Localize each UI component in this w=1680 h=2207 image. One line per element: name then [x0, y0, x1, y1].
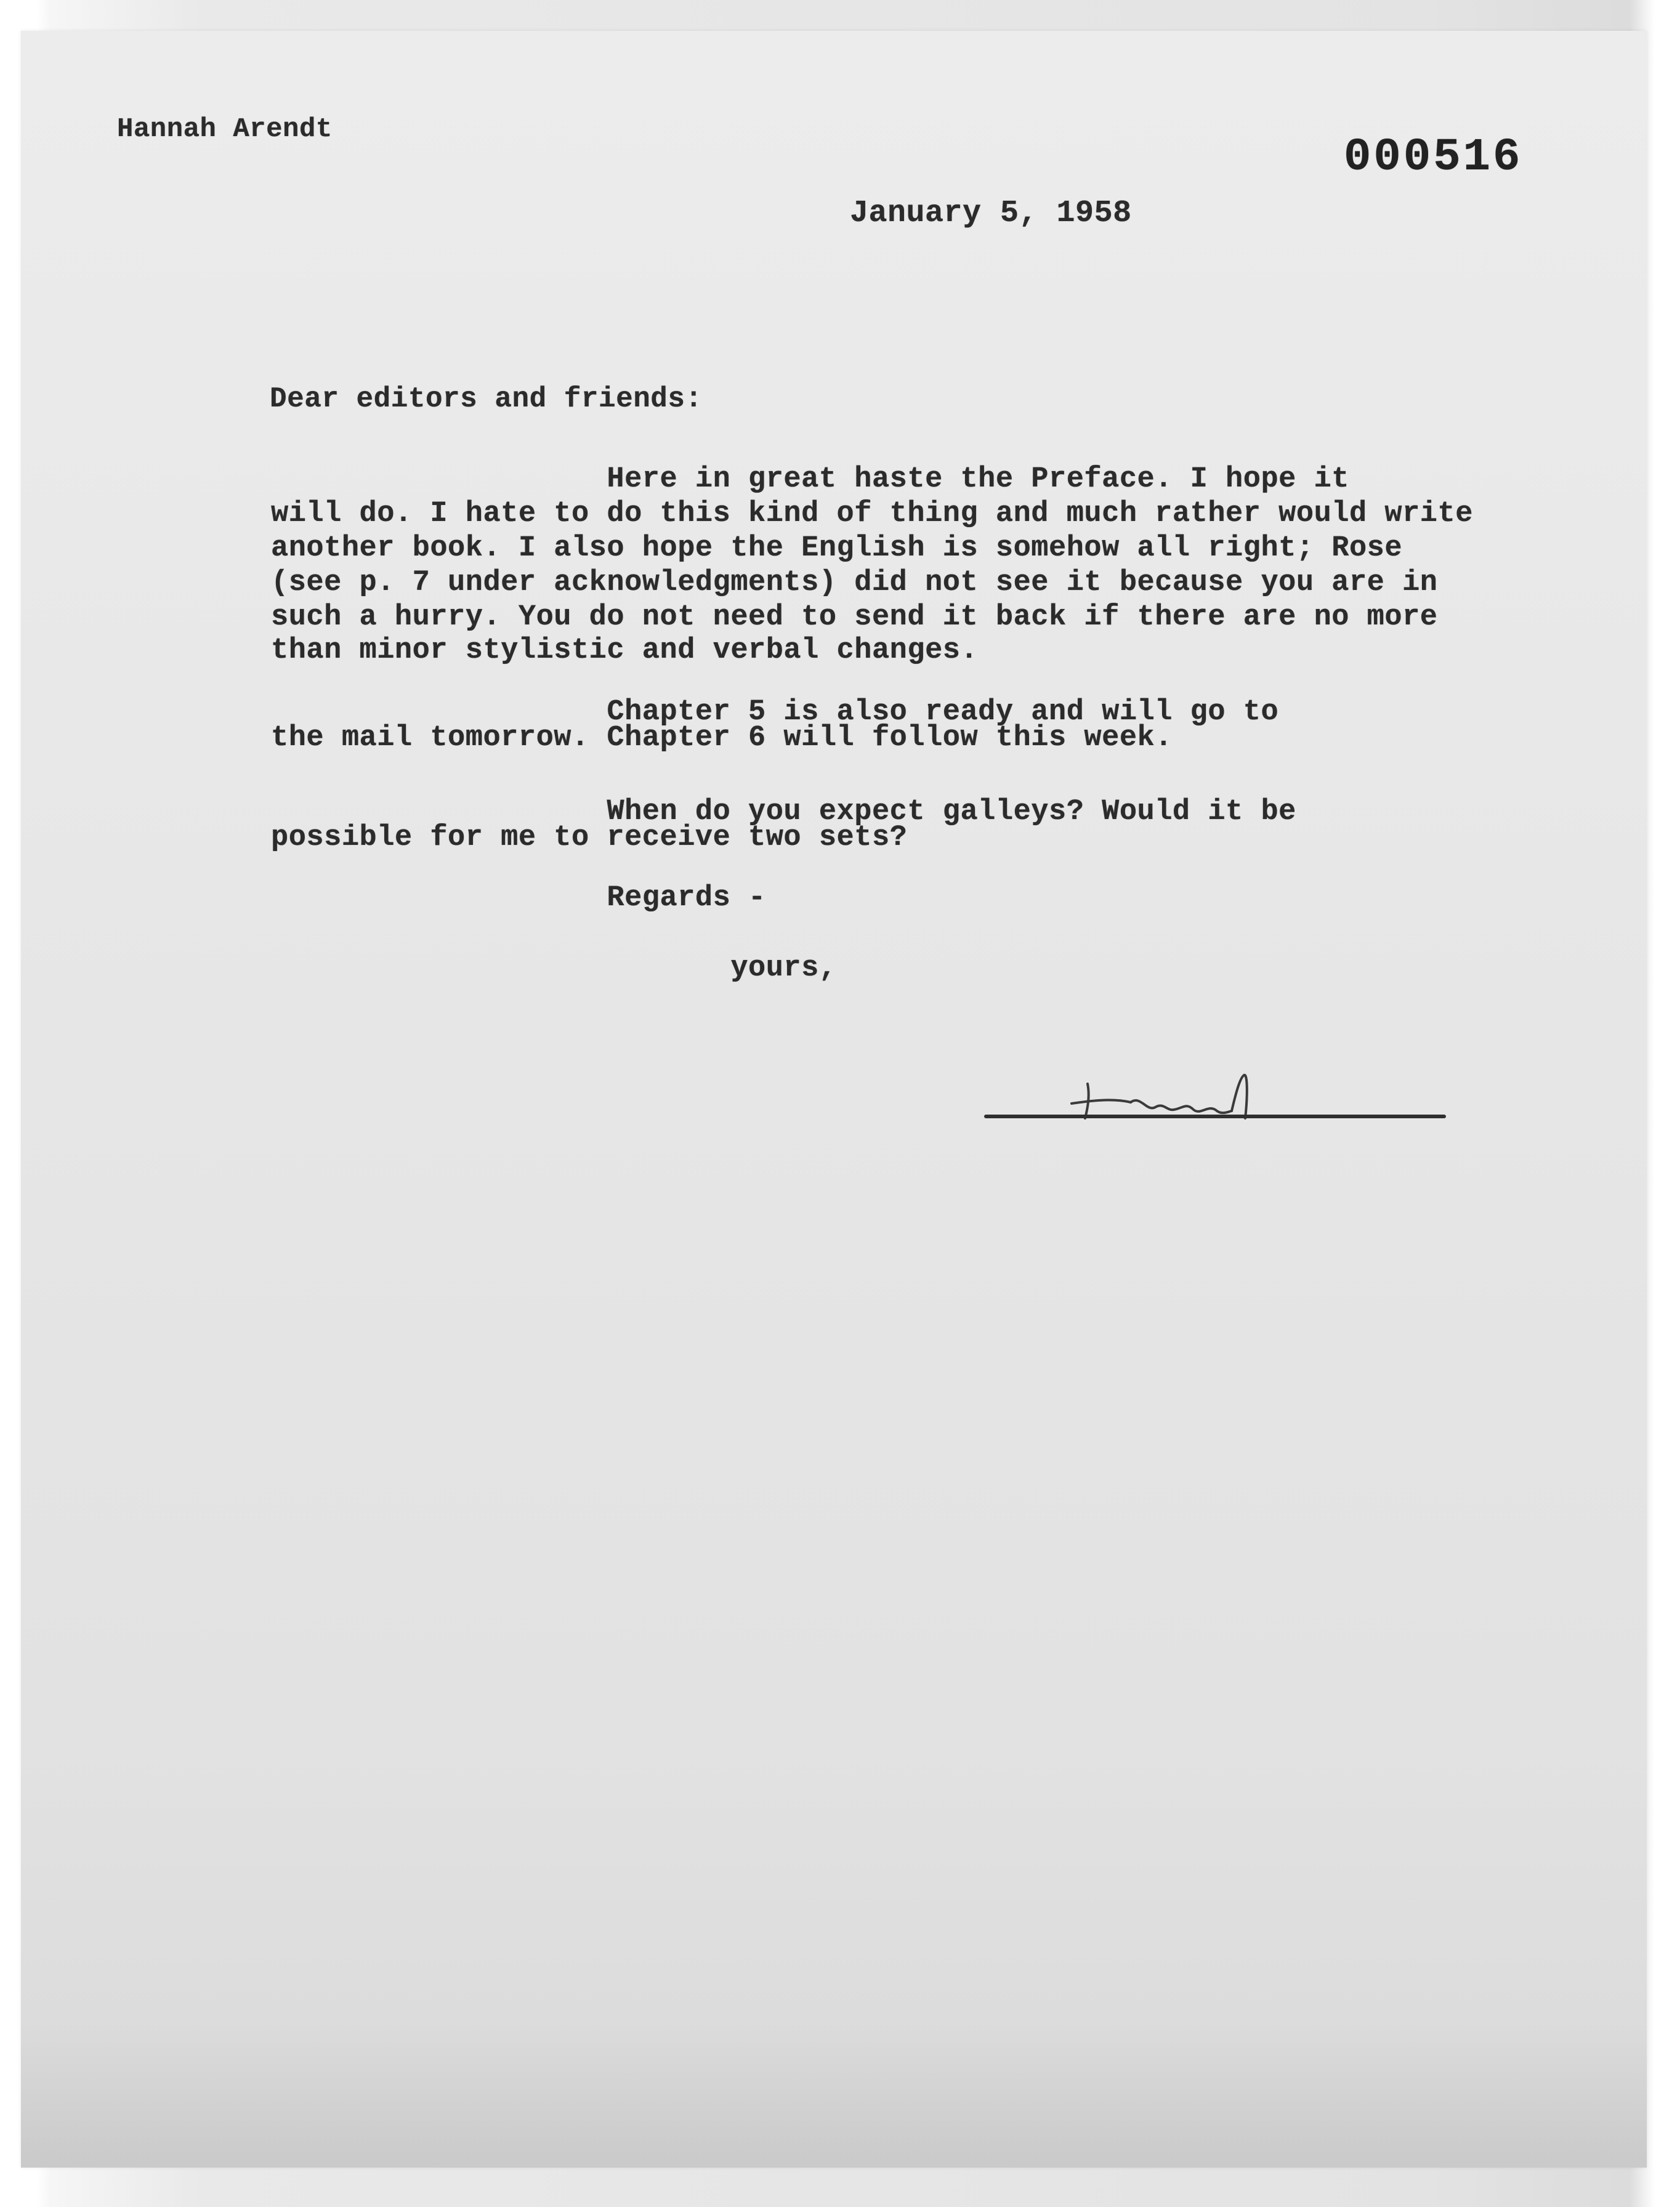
salutation: Dear editors and friends:	[270, 383, 703, 415]
body-line: another book. I also hope the English is somehow all right; Rose	[271, 532, 1403, 565]
closing-regards: Regards -	[271, 882, 766, 914]
body-line: When do you expect galleys? Would it be	[271, 796, 1296, 828]
body-line: will do. I hate to do this kind of thing and much rather would write	[271, 498, 1473, 530]
body-line: Chapter 5 is also ready and will go to	[271, 696, 1279, 728]
body-line: (see p. 7 under acknowledgments) did not see it because you are in	[271, 567, 1438, 599]
letter-date: January 5, 1958	[850, 196, 1132, 231]
signature-line	[984, 1115, 1446, 1118]
body-line: the mail tomorrow. Chapter 6 will follow this week.	[271, 722, 1173, 754]
closing-yours: yours,	[271, 952, 837, 985]
sender-name: Hannah Arendt	[117, 114, 333, 145]
document-number: 000516	[1344, 132, 1523, 184]
body-line: possible for me to receive two sets?	[271, 821, 908, 854]
body-line: such a hurry. You do not need to send it back if there are no more	[271, 601, 1438, 634]
body-line: Here in great haste the Preface. I hope it	[271, 463, 1349, 496]
body-line: than minor stylistic and verbal changes.	[271, 634, 979, 667]
